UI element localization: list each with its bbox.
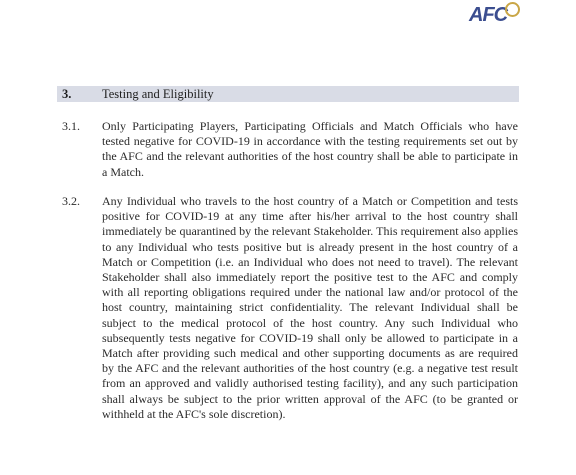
clause-number: 3.1. xyxy=(62,119,80,133)
clause-text: Only Participating Players, Participating Officials and Match Officials who have tested negative for COVID-19 in accordance with the testing requirements set out by the AFC and the relevant authorities of the host country shall be able to participate in a Match. xyxy=(102,119,518,179)
section-number: 3. xyxy=(62,87,72,101)
afc-logo xyxy=(469,2,520,27)
clause-number: 3.2. xyxy=(62,194,80,208)
afc-logo-ring-icon xyxy=(505,2,520,17)
clause-text: Any Individual who travels to the host country of a Match or Competition and tests positive for COVID-19 at any time after his/her arrival to the host country shall immediately be quarantined by the relevant Stakeholder. This requirement also applies to any Individual who tests positive but is already present in the host country of a Match or Competition (i.e. an Individual who does not need to travel). The relevant Stakeholder shall also immediately report the positive test to the AFC and comply with all reporting obligations required under the national law and/or protocol of the host country, maintaining strict confidentiality. The relevant Individual shall be subject to the medical protocol of the host country. Any such Individual who subsequently tests negative for COVID-19 shall only be allowed to participate in a Match after providing such medical and other supporting documents as are required by the AFC and the relevant authorities of the host country (e.g. a negative test result from an approved and validly authorised testing facility), and any such participation shall always be subject to the prior written approval of the AFC (to be granted or withheld at the AFC's sole discretion). xyxy=(102,194,518,421)
afc-logo-text: AFC xyxy=(469,4,508,26)
section-title: Testing and Eligibility xyxy=(102,87,214,101)
